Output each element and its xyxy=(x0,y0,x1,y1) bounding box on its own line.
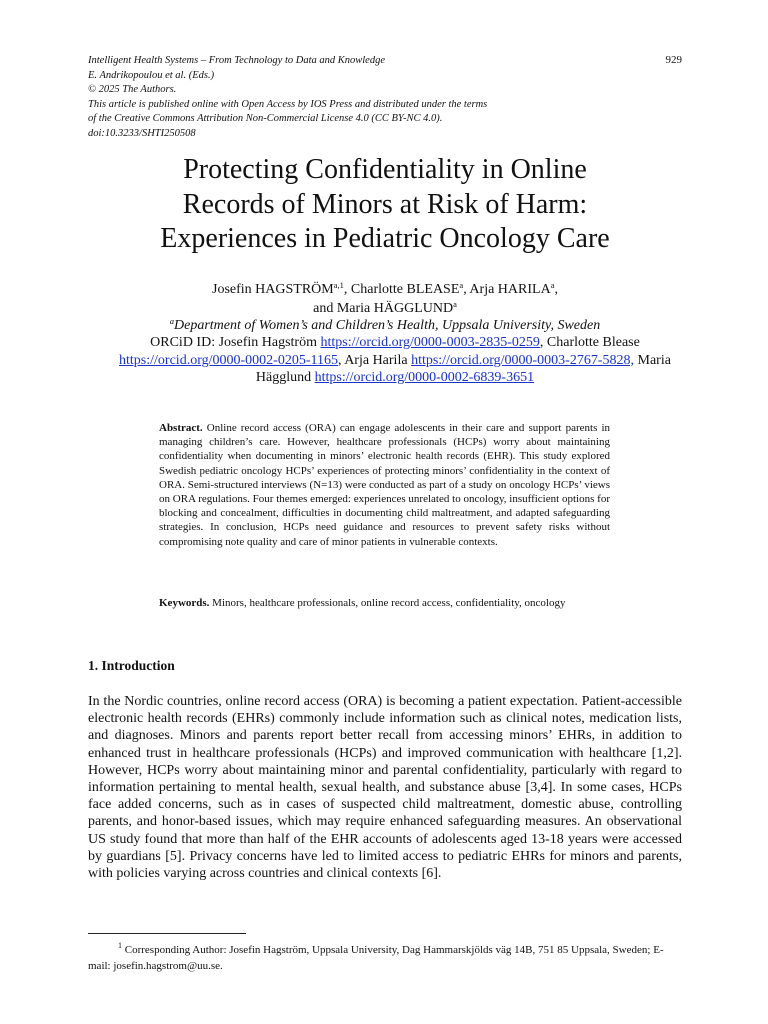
affiliation-marker: a xyxy=(169,316,175,326)
orcid-link-hagglund[interactable]: https://orcid.org/0000-0002-6839-3651 xyxy=(314,370,535,385)
paper-title xyxy=(88,153,682,257)
header-copyright: © 2025 The Authors. xyxy=(88,84,177,95)
header-editors: E. Andrikopoulou et al. (Eds.) xyxy=(88,69,215,81)
footnote-text: Corresponding Author: Josefin Hagström, Uppsala University, Dag Hammarskjölds väg 14B, 751 85 Uppsala, Sweden; E-mail: josefin.hagstrom@uu.se. xyxy=(88,944,664,972)
header-doi: doi:10.3233/SHTI250508 xyxy=(88,127,196,139)
introduction-paragraph: In the Nordic countries, online record access (ORA) is becoming a patient expectation. Patient-accessible electronic health records (EHRs) commonly include information such as clinical notes, medication lists, and diagnoses. Minors and parents report better recall from accessing minors’ EHRs, in addition to enhanced trust in healthcare professionals (HCPs) and improved communication with healthcare [1,2]. However, HCPs worry about maintaining minor and parental confidentiality, particularly with regard to information pertaining to mental health, sexual health, and substance abuse [3,4]. In some cases, HCPs face added concerns, such as in cases of suspected child maltreatment, domestic abuse, controlling parents, and honor-based issues, which may require enhanced safeguarding measures. An observational US study found that more than half of the EHR accounts of adolescents aged 13-18 years were accessed by guardians [5]. Privacy concerns have led to limited access to pediatric EHRs for minors and parents, with policies varying across countries and clinical contexts [6]. xyxy=(88,694,682,882)
affiliation-text: Department of Women’s and Children’s Health, Uppsala University, Sweden xyxy=(174,318,601,333)
author-name: , Charlotte BLEASE xyxy=(343,282,460,297)
orcid-text: , Charlotte Blease xyxy=(539,335,640,350)
running-header xyxy=(88,54,682,141)
author-name: Josefin HAGSTRÖM xyxy=(212,282,334,297)
orcid-link-blease[interactable]: https://orcid.org/0000-0002-0205-1165 xyxy=(119,352,338,368)
orcid-link-hagstrom[interactable]: https://orcid.org/0000-0003-2835-0259 xyxy=(320,335,540,350)
orcid-text: Maria Hägglund xyxy=(255,352,671,385)
title-line-1: Protecting Confidentiality in Online xyxy=(183,154,587,185)
abstract xyxy=(159,421,610,549)
title-line-2: Records of Minors at Risk of Harm: xyxy=(182,188,588,220)
orcid-intro: ORCiD ID: Josefin Hagström xyxy=(150,335,321,350)
orcid-text: , Arja Harila xyxy=(337,352,412,368)
author-affil-marker: a,1 xyxy=(333,280,344,290)
abstract-text: Online record access (ORA) can engage adolescents in their care and support parents in managing children’s care. However, healthcare professionals (HCPs) worry about maintaining confidentiality when documenting in minors’ electronic health records (EHR). This study explored Swedish pediatric oncology HCPs’ experiences of protecting minors’ confidentiality in the context of ORA. Semi-structured interviews (N=13) were conducted as part of a study on oncology HCPs’ views on ORA regulations. Four themes emerged: experiences unrelated to oncology, insufficient options for blocking and concealment, difficulties in documenting child maltreatment, and adapted safeguarding strategies. In conclusion, HCPs need guidance and resources to prevent safety risks without compromising note quality and care of minor patients in vulnerable contexts. xyxy=(159,422,610,548)
orcid-link-harila[interactable]: https://orcid.org/0000-0003-2767-5828, xyxy=(411,352,635,368)
section-heading: 1. Introduction xyxy=(88,658,175,673)
footnote-divider xyxy=(88,933,246,934)
author-line-2 xyxy=(88,300,682,319)
author-affil-marker: a xyxy=(459,280,464,290)
keywords xyxy=(159,596,610,610)
header-book-title: Intelligent Health Systems – From Technology to Data and Knowledge xyxy=(88,55,385,66)
page-number: 929 xyxy=(665,54,682,66)
footnote xyxy=(88,942,682,974)
abstract-label: Abstract. xyxy=(159,422,203,434)
author-affil-marker: a xyxy=(453,298,457,309)
orcid-block xyxy=(108,334,682,387)
author-line-1 xyxy=(88,281,682,300)
header-license-line1: This article is published online with Open Access by IOS Press and distributed under the terms xyxy=(88,98,488,110)
author-name: , Arja HARILA xyxy=(463,282,551,297)
author-name: and Maria HÄGGLUND xyxy=(313,300,454,316)
keywords-label: Keywords. xyxy=(159,597,210,609)
affiliation xyxy=(88,317,682,335)
author-affil-marker: a xyxy=(550,280,555,290)
title-line-3: Experiences in Pediatric Oncology Care xyxy=(160,223,610,254)
footnote-marker: 1 xyxy=(118,941,122,950)
keywords-text: Minors, healthcare professionals, online record access, confidentiality, oncology xyxy=(209,597,566,609)
author-list xyxy=(88,281,682,318)
author-separator: , xyxy=(554,282,558,297)
header-license-line2: of the Creative Commons Attribution Non-Commercial License 4.0 (CC BY-NC 4.0). xyxy=(88,113,443,124)
